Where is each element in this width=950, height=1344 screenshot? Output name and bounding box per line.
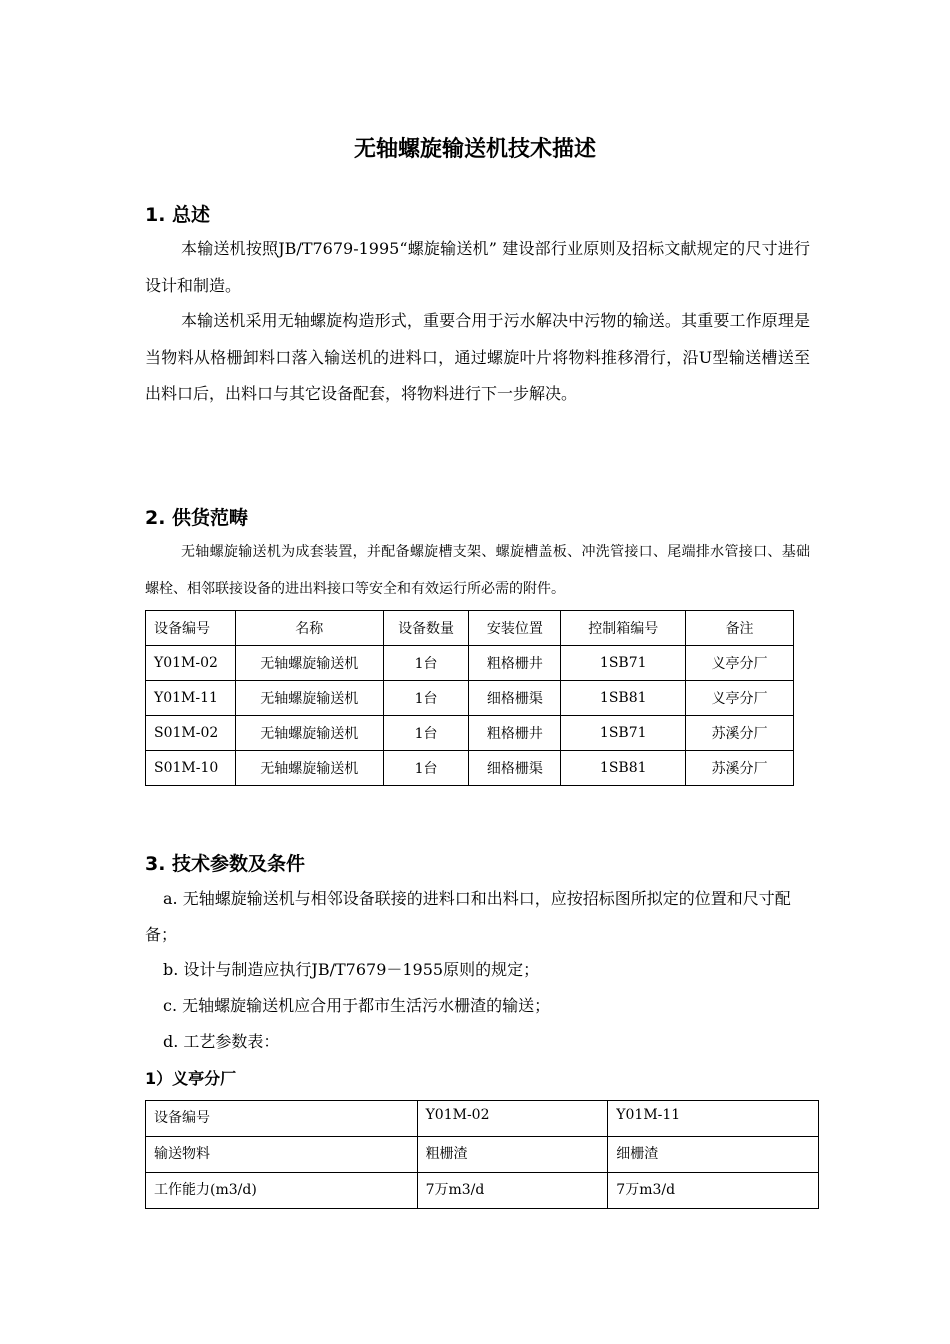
table-cell: 苏溪分厂: [686, 716, 794, 751]
table-row: [146, 1101, 819, 1137]
table-header-cell: 备注: [686, 611, 794, 646]
page-title: 无轴螺旋输送机技术描述: [353, 137, 596, 162]
table-cell: 1台: [383, 681, 469, 716]
table-cell: 粗格栅井: [469, 716, 561, 751]
section3-item-b: b. 设计与制造应执行JB/T7679－1955原则的规定；: [163, 960, 540, 979]
table-row: [146, 751, 794, 786]
table-cell: 苏溪分厂: [686, 751, 794, 786]
table-cell: 输送物料: [146, 1137, 418, 1173]
table-cell: 无轴螺旋输送机: [235, 681, 383, 716]
section3-item-a: a. 无轴螺旋输送机与相邻设备联接的进料口和出料口，应按招标图所拟定的位置和尺寸配备；: [145, 889, 791, 944]
table-cell: 1SB71: [561, 646, 686, 681]
section1-paragraph-2: 本输送机采用无轴螺旋构造形式，重要合用于污水解决中污物的输送。其重要工作原理是当物料从格栅卸料口落入输送机的进料口，通过螺旋叶片将物料推移滑行，沿U型输送槽送至出料口后，出料口与其它设备配套，将物料进行下一步解决。: [145, 311, 810, 403]
table-cell: S01M-02: [146, 716, 236, 751]
table-cell: S01M-10: [146, 751, 236, 786]
table-cell: 1台: [383, 646, 469, 681]
table-row: [146, 1173, 819, 1209]
table-header-cell: 安装位置: [469, 611, 561, 646]
table-cell: 1SB71: [561, 716, 686, 751]
table-cell: 无轴螺旋输送机: [235, 716, 383, 751]
table-cell: Y01M-11: [146, 681, 236, 716]
subsection-heading-yiting: 1）义亭分厂: [145, 1069, 237, 1088]
table-cell: 无轴螺旋输送机: [235, 751, 383, 786]
table-cell: Y01M-02: [417, 1101, 608, 1137]
table-cell: 粗格栅井: [469, 646, 561, 681]
table-header-cell: 名称: [235, 611, 383, 646]
table-cell: 义亭分厂: [686, 646, 794, 681]
table-row: [146, 1137, 819, 1173]
table-cell: 7万m3/d: [608, 1173, 819, 1209]
table-cell: 细格栅渠: [469, 681, 561, 716]
table-header-cell: 设备编号: [146, 611, 236, 646]
section3-item-d: d. 工艺参数表：: [163, 1032, 280, 1051]
section2-paragraph: 无轴螺旋输送机为成套装置，并配备螺旋槽支架、螺旋槽盖板、冲洗管接口、尾端排水管接口、基础螺栓、相邻联接设备的进出料接口等安全和有效运行所必需的附件。: [145, 544, 810, 597]
table-cell: 细格栅渠: [469, 751, 561, 786]
supply-table: [145, 610, 794, 786]
table-header-cell: 控制箱编号: [561, 611, 686, 646]
table-cell: 设备编号: [146, 1101, 418, 1137]
section1-heading: 1. 总述: [145, 204, 211, 226]
table-header-cell: 设备数量: [383, 611, 469, 646]
table-cell: 无轴螺旋输送机: [235, 646, 383, 681]
table-cell: 工作能力(m3/d): [146, 1173, 418, 1209]
table-cell: 1台: [383, 751, 469, 786]
table-cell: 粗栅渣: [417, 1137, 608, 1173]
process-params-table: [145, 1100, 819, 1209]
table-cell: Y01M-02: [146, 646, 236, 681]
table-header-row: [146, 611, 794, 646]
table-cell: 7万m3/d: [417, 1173, 608, 1209]
section3-item-c: c. 无轴螺旋输送机应合用于都市生活污水栅渣的输送；: [163, 996, 551, 1015]
table-cell: 义亭分厂: [686, 681, 794, 716]
section1-paragraph-1: 本输送机按照JB/T7679-1995“螺旋输送机” 建设部行业原则及招标文献规定的尺寸进行设计和制造。: [145, 239, 810, 295]
table-cell: 细栅渣: [608, 1137, 819, 1173]
section3-heading: 3. 技术参数及条件: [145, 853, 306, 875]
table-row: [146, 716, 794, 751]
table-cell: 1SB81: [561, 681, 686, 716]
table-row: [146, 681, 794, 716]
table-row: [146, 646, 794, 681]
table-cell: Y01M-11: [608, 1101, 819, 1137]
table-cell: 1台: [383, 716, 469, 751]
table-cell: 1SB81: [561, 751, 686, 786]
section2-heading: 2. 供货范畴: [145, 507, 249, 529]
